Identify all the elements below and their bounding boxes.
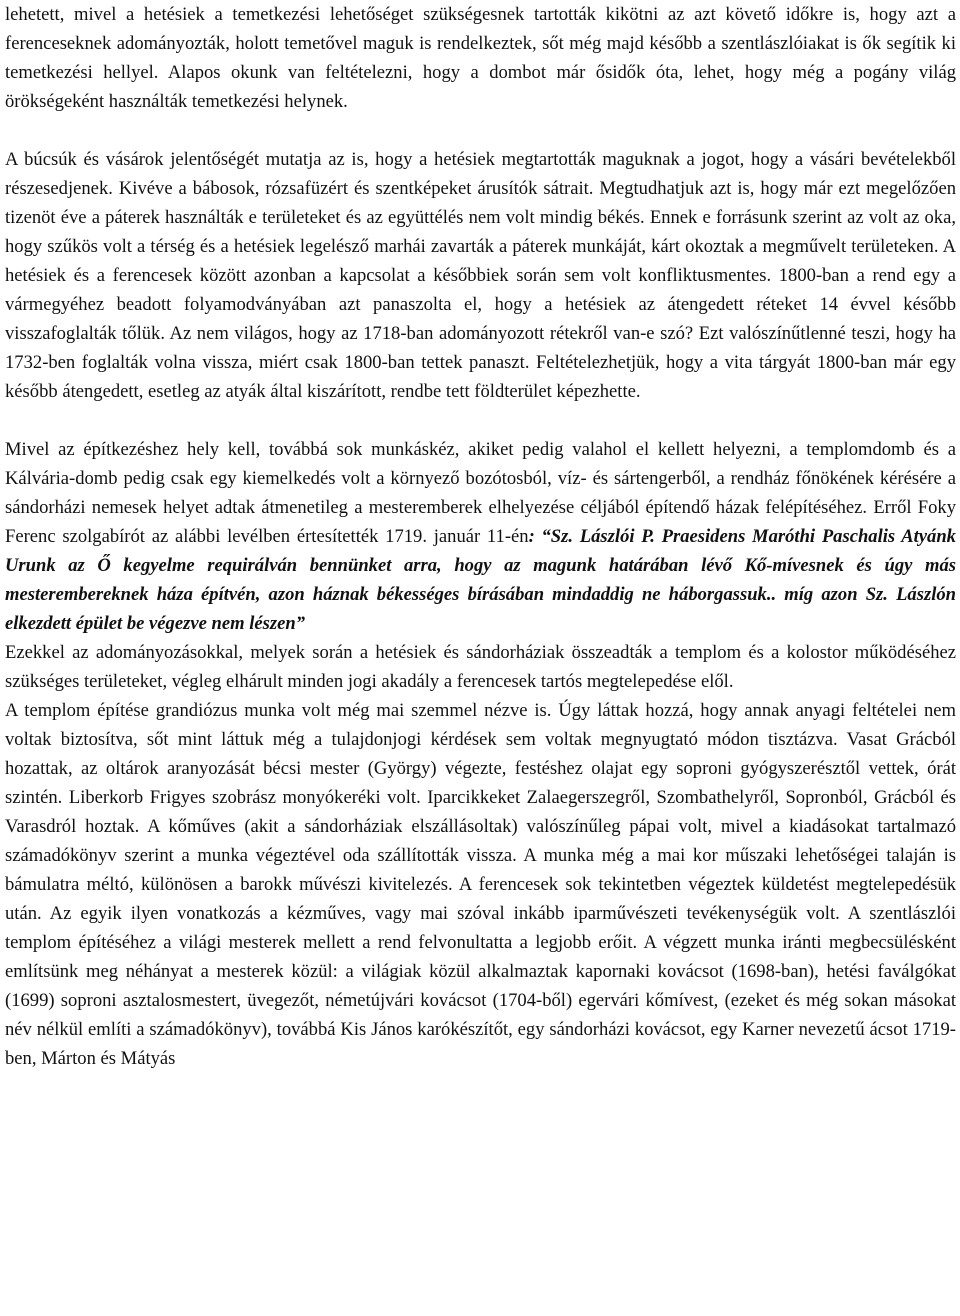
- paragraph-gap: [5, 116, 956, 145]
- paragraph-fairs-and-disputes: A búcsúk és vásárok jelentőségét mutatja az is, hogy a hetésiek megtartották maguknak a jogot, hogy a vásári bevételekből részesedjenek. Kivéve a bábosok, rózsafüzért és szentképeket árusítók sátrait. Megtudhatjuk azt is, hogy már ezt megelőzően tizenöt éve a páterek használták e területeket és az együttélés nem volt mindig békés. Ennek e forrásunk szerint az volt az oka, hogy szűkös volt a térség és a hetésiek legelésző marhái zavarták a páterek munkáját, kárt okoztak a megművelt területeken. A hetésiek és a ferencesek között azonban a kapcsolat a későbbiek során sem volt konfliktusmentes. 1800-ban a rend egy a vármegyéhez beadott folyamodványában azt panaszolta el, hogy a hetésiek az átengedett réteket 14 évvel később visszafoglalták tőlük. Az nem világos, hogy az 1718-ban adományozott rétekről van-e szó? Ezt valószínűtlenné teszi, hogy ha 1732-ben foglalták volna vissza, miért csak 1800-ban tettek panaszt. Feltételezhetjük, hogy a vita tárgyát 1800-ban már egy később átengedett, esetleg az atyák által kiszárított, rendbe tett földterület képezhette.: [5, 149, 956, 402]
- paragraph-gap: [5, 406, 956, 435]
- paragraph-church-building: A templom építése grandiózus munka volt még mai szemmel nézve is. Úgy láttak hozzá, hogy annak anyagi feltételei nem voltak biztosítva, sőt mint láttuk még a tulajdonjogi kérdések sem voltak megnyugtató módon tisztázva. Vasat Grácból hozattak, az oltárok aranyozását bécsi mester (György) végezte, festéshez olajat egy soproni gyógyszerésztől vettek, órát szintén. Liberkorb Frigyes szobrász monyókeréki volt. Iparcikkeket Zalaegerszegről, Szombathelyről, Sopronból, Grácból és Varasdról hoztak. A kőműves (akit a sándorháziak elszállásoltak) valószínűleg pápai volt, mivel a kiadásokat tartalmazó számadókönyv szerint a munka végeztével oda szállították vissza. A munka még a mai kor műszaki lehetőségei talaján is bámulatra méltó, különösen a barokk művészi kivitelezés. A ferencesek sok tekintetben végeztek küldetést megtelepedésük után. Az egyik ilyen vonatkozás a kézműves, vagy mai szóval inkább iparművészeti tevékenységük volt. A szentlászlói templom építéséhez a világi mesterek mellett a rend felvonultatta a legjobb erőit. A végzett munka iránti megbecsülésként említsünk meg néhányat a mesterek közül: a világiak közül alkalmaztak kapornaki kovácsot (1698-ban), hetési faválgókat (1699) soproni asztalosmestert, üvegezőt, németújvári kovácsot (1704-ből) egervári kőmívest, (ezeket és még sokan másokat név nélkül említi a számadókönyv), továbbá Kis János karókészítőt, egy sándorházi kovácsot, egy Karner nevezetű ácsot 1719-ben, Márton és Mátyás: [5, 700, 956, 1069]
- paragraph-construction-site: [5, 435, 956, 638]
- construction-text: Mivel az építkezéshez hely kell, továbbá sok munkáskéz, akiket pedig valahol el kellett helyezni, a templomdomb és a Kálvária-domb pedig csak egy kiemelkedés volt a környező bozótosból, víz- és sártengerből, a rendház főnökének kérésére a sándorházi nemesek helyet adtak átmenetileg a mesteremberek elhelyezése céljából építendő házak felépítéséhez. Erről Foky Ferenc szolgabírót az alábbi levélben értesítették 1719. január 11-én: [5, 439, 956, 547]
- paragraph-donations: Ezekkel az adományozásokkal, melyek során a hetésiek és sándorháziak összeadták a templom és a kolostor működéséhez szükséges területeket, végleg elhárult minden jogi akadály a ferencesek tartós megtelepedése elől.: [5, 642, 956, 692]
- document-page: [5, 0, 956, 1073]
- paragraph-burial-hill: lehetett, mivel a hetésiek a temetkezési lehetőséget szükségesnek tartották kikötni az azt követő időkre is, hogy azt a ferenceseknek adományozták, holott temetővel maguk is rendelkeztek, sőt még majd később a szentlászlóiakat is ők segítik ki temetkezési hellyel. Alapos okunk van feltételezni, hogy a dombot már ősidők óta, lehet, hogy még a pogány világ örökségeként használták temetkezési helynek.: [5, 4, 956, 112]
- letter-quote: : “Sz. Lászlói P. Praesidens Maróthi Paschalis Atyánk Urunk az Ő kegyelme requirálván bennünket arra, hogy az magunk határában lévő Kő-mívesnek és úgy más mesterembereknek háza építvén, azon háznak békességes bírásában mindaddig ne háborgassuk.. míg azon Sz. Lászlón elkezdett épület be végezve nem lészen”: [5, 526, 956, 634]
